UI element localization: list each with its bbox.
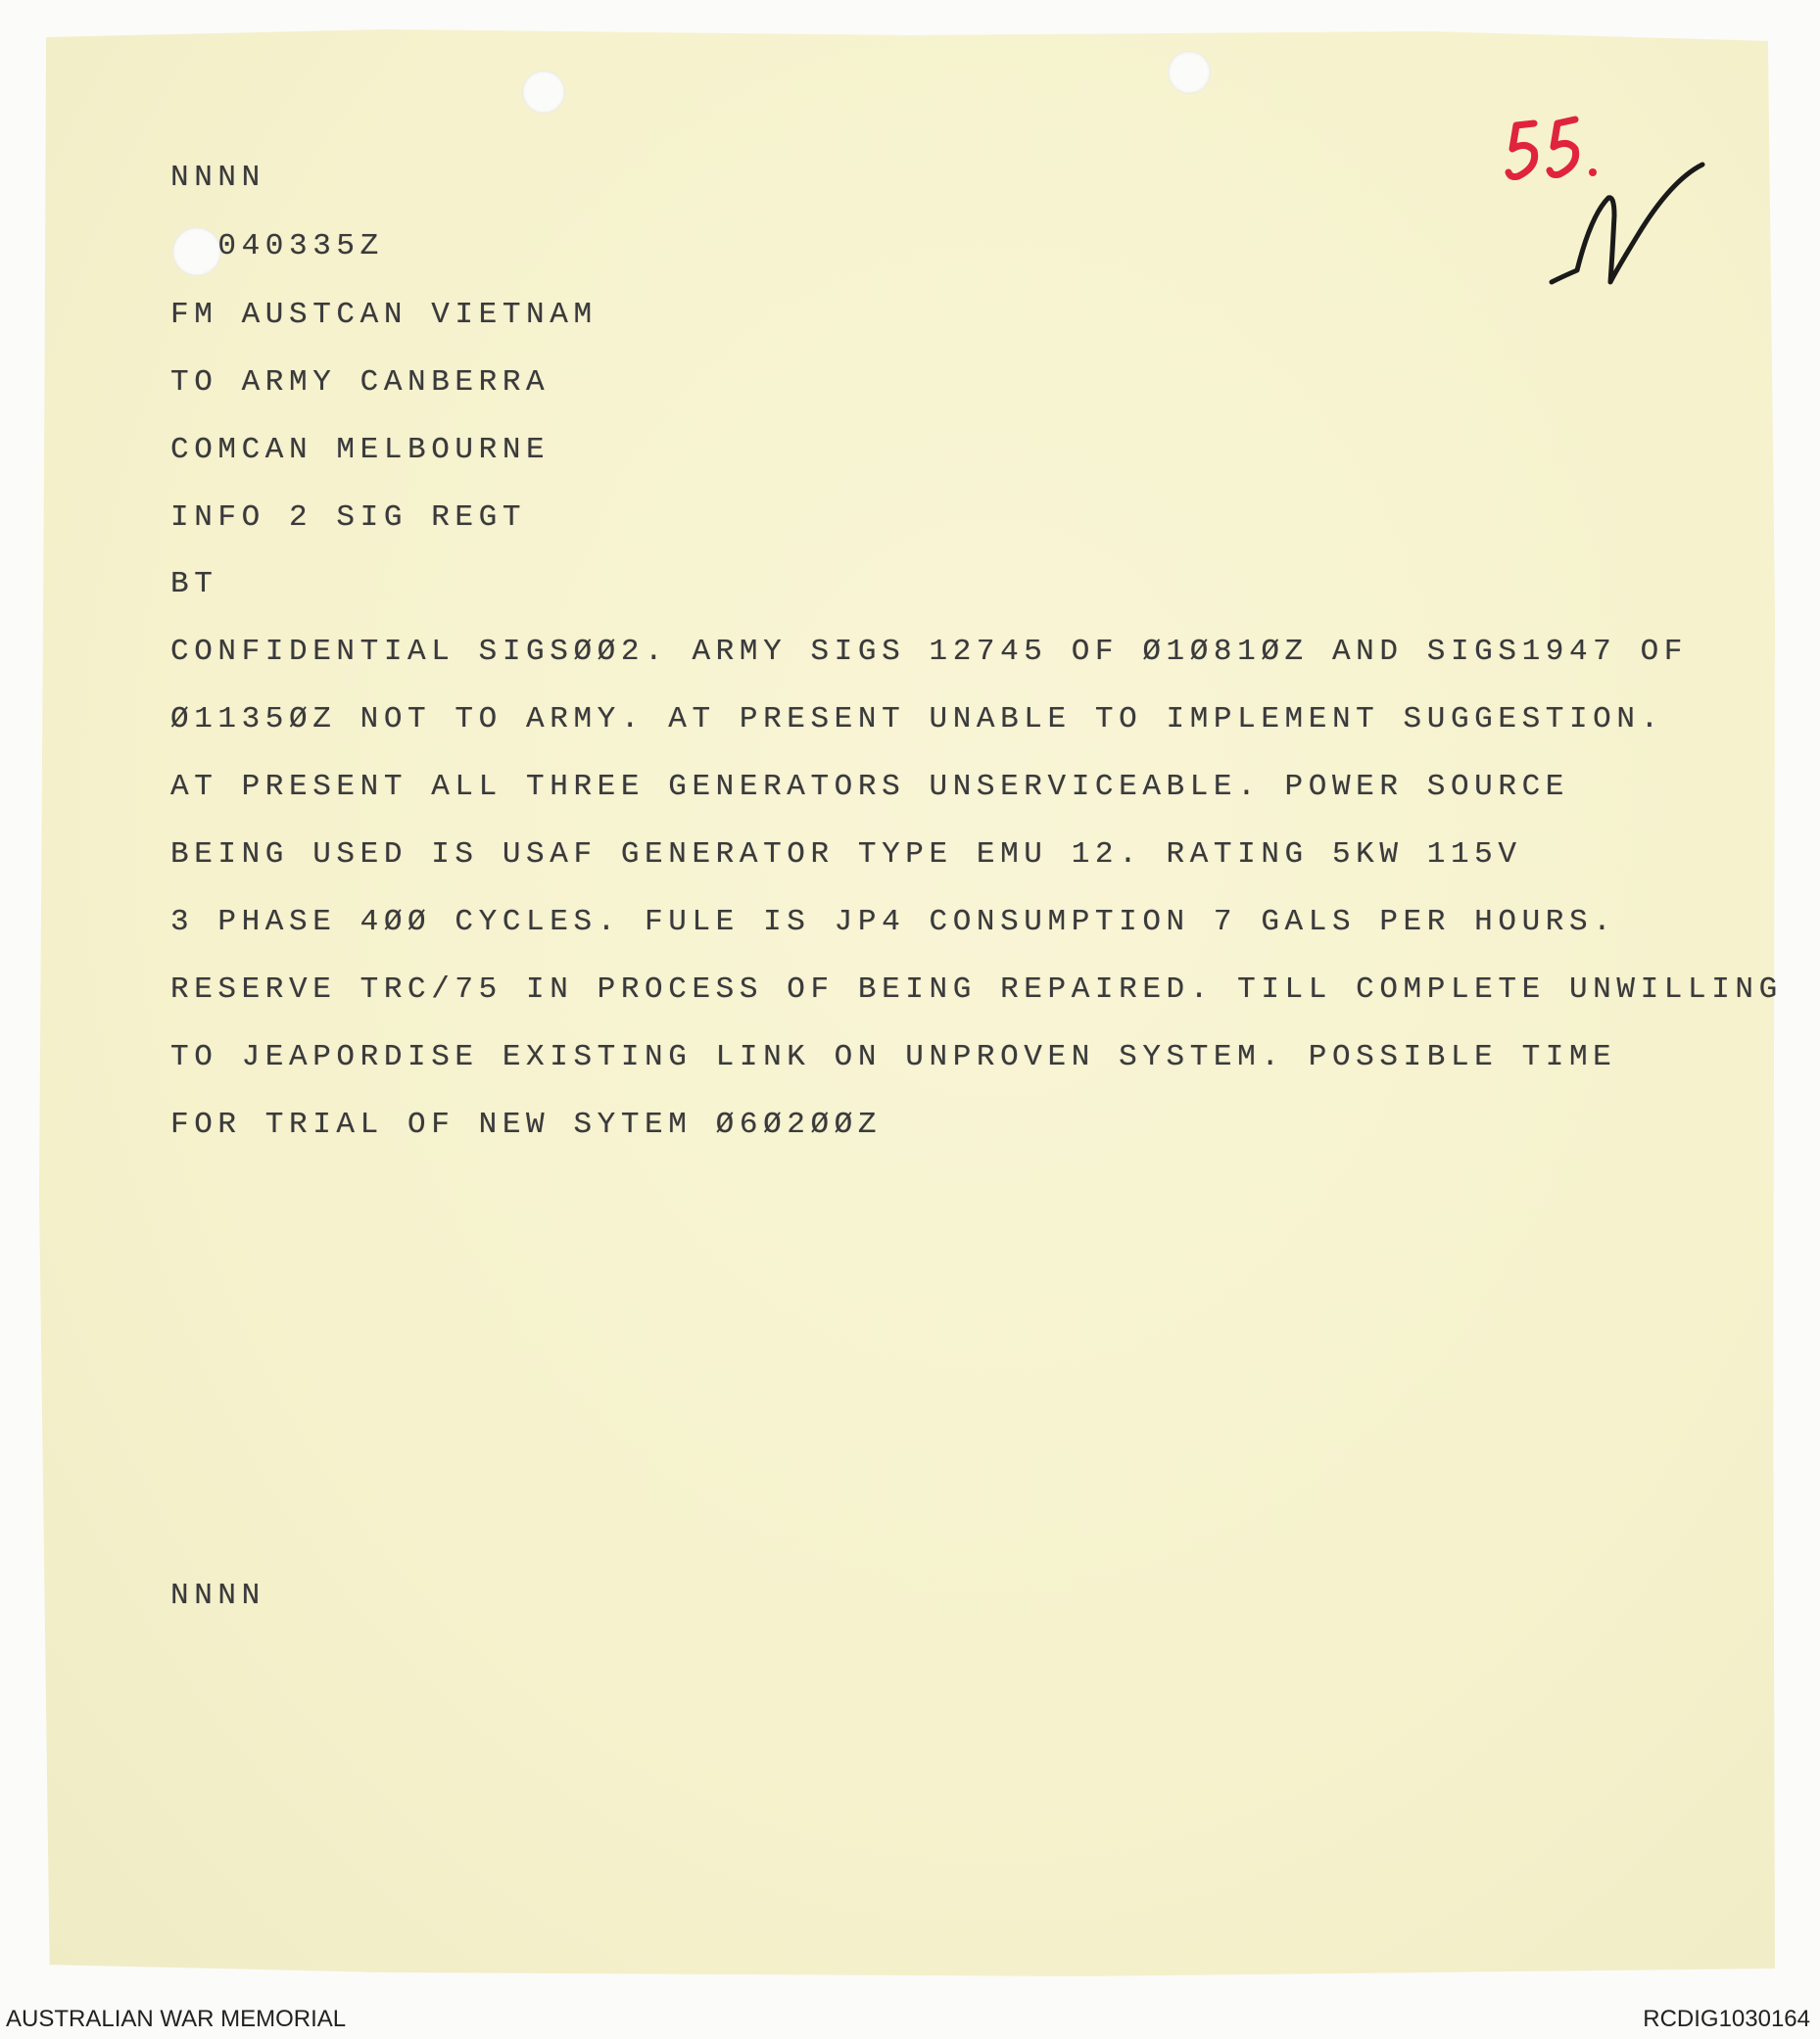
- punch-hole: [1168, 51, 1211, 94]
- telegram-line-break: BT: [170, 567, 218, 601]
- telegram-body-line: FOR TRIAL OF NEW SYTEM Ø6Ø2ØØZ: [170, 1108, 883, 1142]
- telegram-body-line: AT PRESENT ALL THREE GENERATORS UNSERVICEABLE. POWER SOURCE: [170, 770, 1569, 804]
- archive-credit: AUSTRALIAN WAR MEMORIAL: [6, 2006, 347, 2032]
- telegram-line-to: TO ARMY CANBERRA: [170, 365, 551, 400]
- punch-hole: [522, 71, 565, 114]
- telegram-body-line: Ø1135ØZ NOT TO ARMY. AT PRESENT UNABLE TO IMPLEMENT SUGGESTION.: [170, 702, 1664, 736]
- telegram-line-dtg: 040335Z: [170, 229, 384, 263]
- telegram-body-line: BEING USED IS USAF GENERATOR TYPE EMU 12. RATING 5KW 115V: [170, 837, 1522, 872]
- telegram-line-header-end: NNNN: [170, 1579, 265, 1613]
- archive-reference-id: RCDIG1030164: [1643, 2006, 1810, 2032]
- telegram-body-line: CONFIDENTIAL SIGSØØ2. ARMY SIGS 12745 OF Ø1Ø81ØZ AND SIGS1947 OF: [170, 635, 1688, 669]
- telegram-body-line: RESERVE TRC/75 IN PROCESS OF BEING REPAIRED. TILL COMPLETE UNWILLING: [170, 972, 1783, 1007]
- telegram-line-info: INFO 2 SIG REGT: [170, 500, 527, 535]
- telegram-body-line: TO JEAPORDISE EXISTING LINK ON UNPROVEN SYSTEM. POSSIBLE TIME: [170, 1040, 1617, 1074]
- handwritten-initial-mark: [1544, 157, 1710, 294]
- telegram-line-from: FM AUSTCAN VIETNAM: [170, 298, 598, 332]
- telegram-line-header-start: NNNN: [170, 161, 265, 195]
- telegram-line-to-2: COMCAN MELBOURNE: [170, 433, 551, 467]
- telegram-body-line: 3 PHASE 4ØØ CYCLES. FULE IS JP4 CONSUMPTION 7 GALS PER HOURS.: [170, 905, 1617, 939]
